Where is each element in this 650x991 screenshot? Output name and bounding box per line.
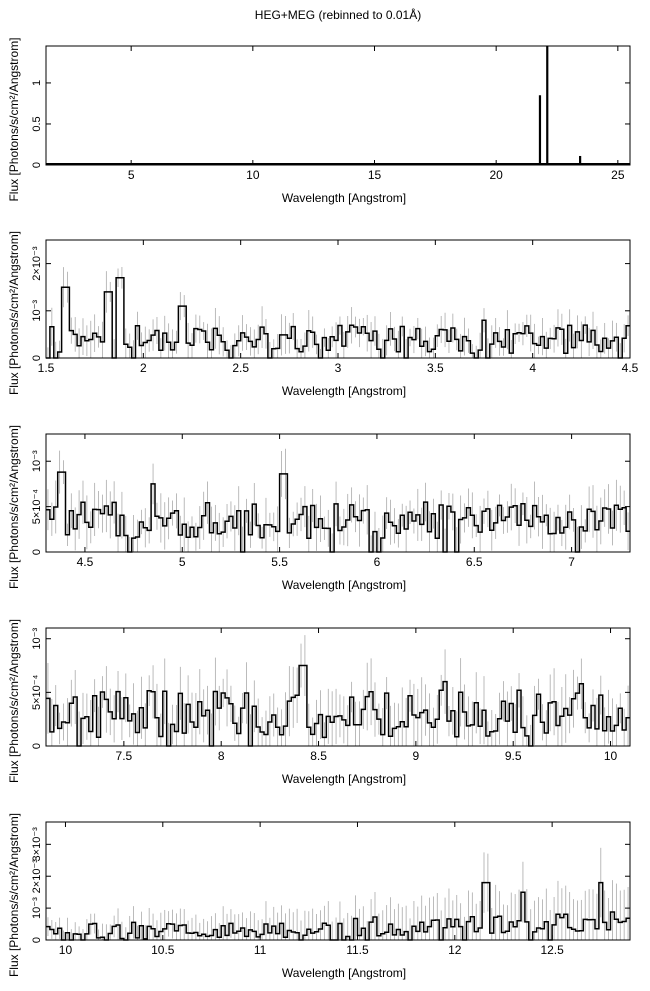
y-tick-label: 5×10⁻⁴ bbox=[31, 674, 43, 711]
x-tick-label: 5 bbox=[178, 555, 186, 569]
y-tick-label: 10⁻³ bbox=[31, 299, 43, 322]
x-tick-label: 4.5 bbox=[76, 555, 94, 569]
y-tick-label: 10⁻³ bbox=[31, 897, 43, 919]
x-tick-label: 12.5 bbox=[540, 943, 564, 957]
x-tick-label: 15 bbox=[367, 168, 382, 182]
y-tick-label: 10⁻³ bbox=[31, 627, 43, 650]
x-tick-label: 10 bbox=[603, 749, 618, 763]
y-axis-label: Flux [Photons/s/cm²/Angstrom] bbox=[7, 37, 21, 202]
x-tick-label: 4 bbox=[529, 361, 537, 375]
y-axis-label: Flux [Photons/s/cm²/Angstrom] bbox=[7, 618, 21, 784]
x-tick-label: 20 bbox=[489, 168, 503, 182]
x-tick-label: 6.5 bbox=[465, 555, 483, 569]
chart-title: HEG+MEG (rebinned to 0.01Å) bbox=[254, 8, 422, 22]
x-tick-label: 7 bbox=[568, 555, 575, 569]
plot-panel-4 bbox=[7, 619, 630, 786]
x-tick-label: 3.5 bbox=[426, 361, 444, 375]
x-tick-label: 7.5 bbox=[115, 749, 133, 763]
y-tick-label: 0.5 bbox=[31, 116, 43, 132]
y-tick-label: 0 bbox=[31, 354, 43, 362]
x-tick-label: 2.5 bbox=[232, 361, 250, 375]
plot-panel-3 bbox=[7, 425, 630, 592]
x-tick-label: 2 bbox=[139, 361, 147, 375]
y-tick-label: 0 bbox=[31, 742, 43, 750]
x-tick-label: 11.5 bbox=[346, 943, 369, 957]
x-tick-label: 10 bbox=[246, 168, 260, 182]
x-tick-label: 5 bbox=[127, 168, 135, 182]
x-axis-label: Wavelength [Angstrom] bbox=[281, 384, 407, 398]
y-tick-label: 5×10⁻⁴ bbox=[31, 488, 43, 525]
x-tick-label: 8 bbox=[217, 749, 225, 763]
y-tick-label: 3×10⁻³ bbox=[31, 827, 43, 862]
y-tick-label: 0 bbox=[31, 548, 43, 556]
x-tick-label: 6 bbox=[373, 555, 381, 569]
x-tick-label: 12 bbox=[448, 943, 462, 957]
y-tick-label: 10⁻³ bbox=[31, 450, 43, 473]
x-tick-label: 25 bbox=[611, 168, 625, 182]
x-axis-label: Wavelength [Angstrom] bbox=[281, 772, 407, 786]
x-axis-label: Wavelength [Angstrom] bbox=[281, 966, 407, 980]
y-tick-label: 2×10⁻³ bbox=[31, 246, 43, 281]
x-tick-label: 11 bbox=[253, 943, 267, 957]
y-tick-label: 0 bbox=[31, 936, 43, 944]
plot-panel-1 bbox=[7, 37, 630, 205]
y-tick-label: 0 bbox=[31, 161, 43, 169]
y-tick-label: 2×10⁻³ bbox=[31, 859, 43, 894]
x-tick-label: 1.5 bbox=[37, 361, 55, 375]
x-axis-label: Wavelength [Angstrom] bbox=[281, 191, 407, 205]
x-tick-label: 9 bbox=[412, 749, 420, 763]
x-tick-label: 10 bbox=[58, 943, 73, 957]
y-tick-label: 1 bbox=[31, 79, 43, 86]
x-tick-label: 3 bbox=[334, 361, 342, 375]
plot-panel-2 bbox=[7, 231, 639, 398]
y-axis-label: Flux [Photons/s/cm²/Angstrom] bbox=[7, 230, 21, 396]
x-tick-label: 4.5 bbox=[621, 361, 639, 375]
x-tick-label: 8.5 bbox=[310, 749, 327, 763]
y-axis-label: Flux [Photons/s/cm²/Angstrom] bbox=[7, 424, 21, 590]
x-tick-label: 5.5 bbox=[271, 555, 288, 569]
plot-frame bbox=[46, 46, 630, 165]
x-tick-label: 9.5 bbox=[504, 749, 522, 763]
x-axis-label: Wavelength [Angstrom] bbox=[281, 578, 407, 592]
plot-panel-5 bbox=[7, 813, 630, 980]
y-axis-label: Flux [Photons/s/cm²/Angstrom] bbox=[7, 812, 21, 978]
x-tick-label: 10.5 bbox=[151, 943, 175, 957]
